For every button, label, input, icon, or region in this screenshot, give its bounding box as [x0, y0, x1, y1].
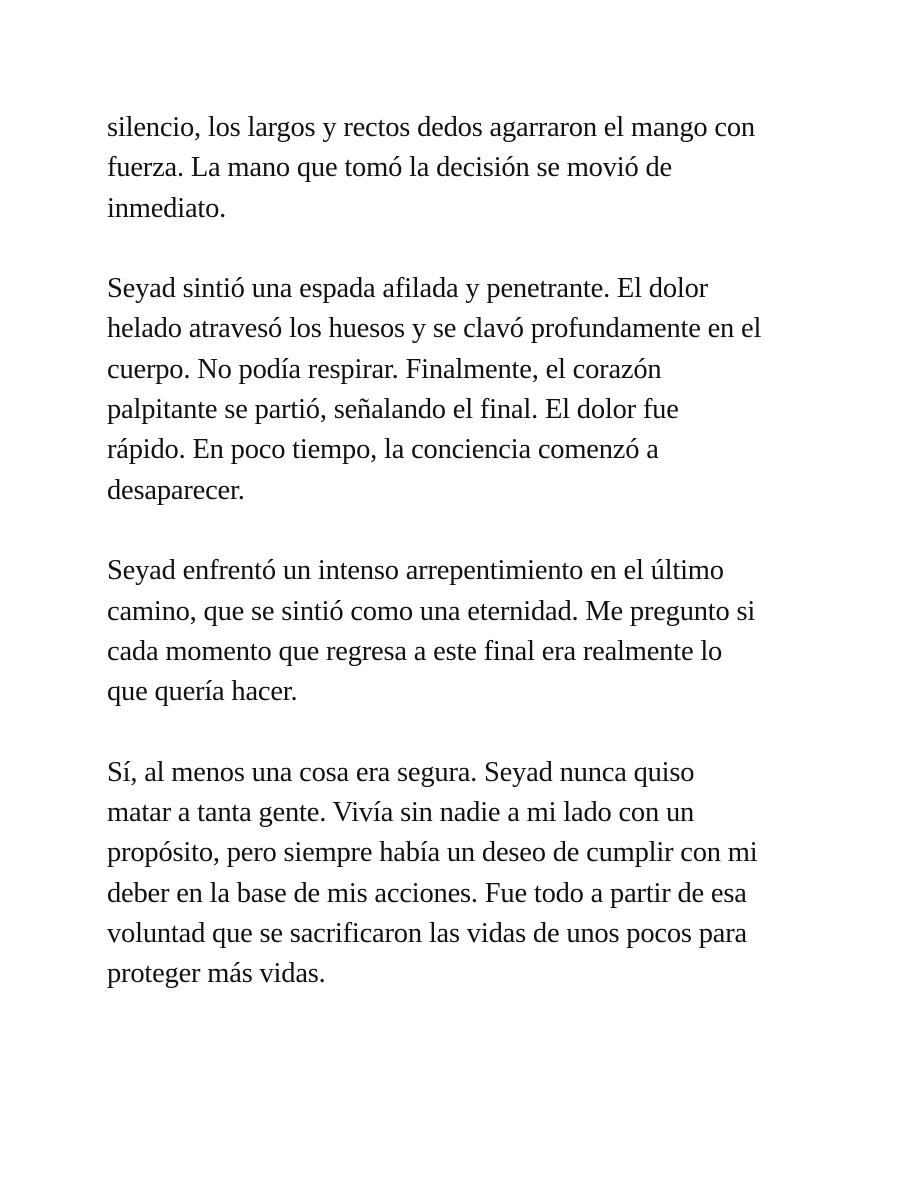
text-line: cada momento que regresa a este final era realmente lo [107, 635, 723, 667]
body-text [107, 108, 807, 1035]
paragraph-4 [107, 753, 807, 995]
paragraph-2 [107, 269, 807, 511]
text-line: helado atravesó los huesos y se clavó profundamente en el [107, 313, 762, 345]
text-line: Seyad sintió una espada afilada y penetrante. El dolor [107, 273, 708, 305]
text-line: camino, que se sintió como una eternidad. Me pregunto si [107, 595, 756, 627]
text-line: palpitante se partió, señalando el final. El dolor fue [107, 394, 679, 426]
text-line: propósito, pero siempre había un deseo de cumplir con mi [107, 837, 758, 869]
text-line: Sí, al menos una cosa era segura. Seyad nunca quiso [107, 756, 695, 788]
text-line: voluntad que se sacrificaron las vidas de unos pocos para [107, 917, 747, 949]
text-line: rápido. En poco tiempo, la conciencia comenzó a [107, 434, 659, 466]
text-line: silencio, los largos y rectos dedos agarraron el mango con [107, 112, 755, 143]
text-line: fuerza. La mano que tomó la decisión se movió de [107, 152, 672, 184]
text-line: cuerpo. No podía respirar. Finalmente, el corazón [107, 353, 662, 385]
text-line: proteger más vidas. [107, 958, 326, 990]
text-line: matar a tanta gente. Vivía sin nadie a mi lado con un [107, 797, 695, 829]
text-line: Seyad enfrentó un intenso arrepentimiento en el último [107, 555, 724, 587]
text-line: que quería hacer. [107, 676, 298, 708]
text-line: deber en la base de mis acciones. Fue todo a partir de esa [107, 877, 747, 909]
text-line: desaparecer. [107, 474, 245, 506]
paragraph-3 [107, 551, 807, 712]
text-line: inmediato. [107, 192, 227, 224]
paragraph-1 [107, 108, 807, 229]
